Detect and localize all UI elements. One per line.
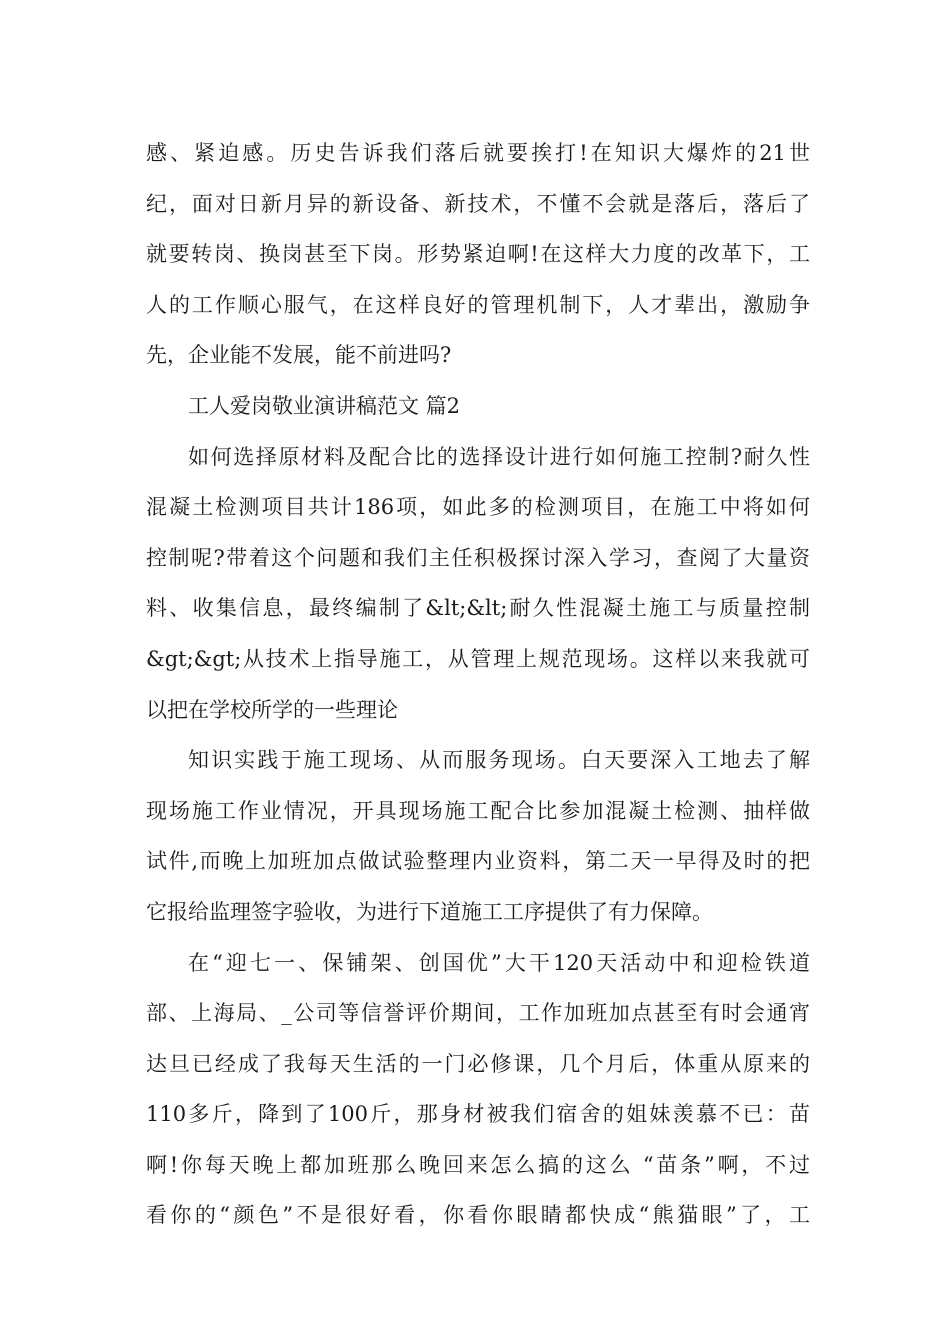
text-line: 纪，面对日新月异的新设备、新技术，不懂不会就是落后，落后了	[146, 191, 810, 216]
text-line: 现场施工作业情况，开具现场施工配合比参加混凝土检测、抽样做	[146, 798, 810, 823]
body-text	[146, 128, 810, 1241]
text-line: 感、紧迫感。历史告诉我们落后就要挨打!在知识大爆炸的21世	[146, 141, 810, 165]
text-line: &gt;&gt;从技术上指导施工，从管理上规范现场。这样以来我就可	[146, 646, 810, 671]
text-line: 110多斤，降到了100斤，那身材被我们宿舍的姐妹羡慕不已：苗	[146, 1102, 810, 1127]
text-line: 看你的“颜色”不是很好看，你看你眼睛都快成“熊猫眼”了，工	[146, 1203, 810, 1228]
text-line: 先，企业能不发展，能不前进吗?	[146, 343, 452, 368]
text-line: 控制呢?带着这个问题和我们主任积极探讨深入学习，查阅了大量资	[146, 545, 810, 570]
text-line: 在“迎七一、保铺架、创国优”大干120天活动中和迎检铁道	[188, 950, 810, 975]
text-line: 混凝土检测项目共计186项，如此多的检测项目，在施工中将如何	[146, 495, 810, 520]
text-line: 就要转岗、换岗甚至下岗。形势紧迫啊!在这样大力度的改革下，工	[146, 242, 810, 267]
text-line: 啊!你每天晚上都加班那么晚回来怎么搞的这么 “苗条”啊，不过	[146, 1152, 810, 1177]
text-line: 以把在学校所学的一些理论	[146, 697, 398, 722]
text-line: 人的工作顺心服气，在这样良好的管理机制下，人才辈出，激励争	[146, 292, 810, 317]
text-line: 它报给监理签字验收，为进行下道施工工序提供了有力保障。	[146, 899, 713, 924]
text-line: 部、上海局、_公司等信誉评价期间，工作加班加点甚至有时会通宵	[146, 1001, 810, 1026]
text-line: 如何选择原材料及配合比的选择设计进行如何施工控制?耐久性	[188, 444, 810, 469]
text-line: 知识实践于施工现场、从而服务现场。白天要深入工地去了解	[188, 748, 810, 773]
section-heading: 工人爱岗敬业演讲稿范文 篇2	[188, 393, 461, 418]
text-line: 达旦已经成了我每天生活的一门必修课，几个月后，体重从原来的	[146, 1051, 810, 1076]
text-line: 料、收集信息，最终编制了&lt;&lt;耐久性混凝土施工与质量控制	[146, 596, 810, 621]
text-line: 试件,而晚上加班加点做试验整理内业资料，第二天一早得及时的把	[146, 849, 810, 874]
